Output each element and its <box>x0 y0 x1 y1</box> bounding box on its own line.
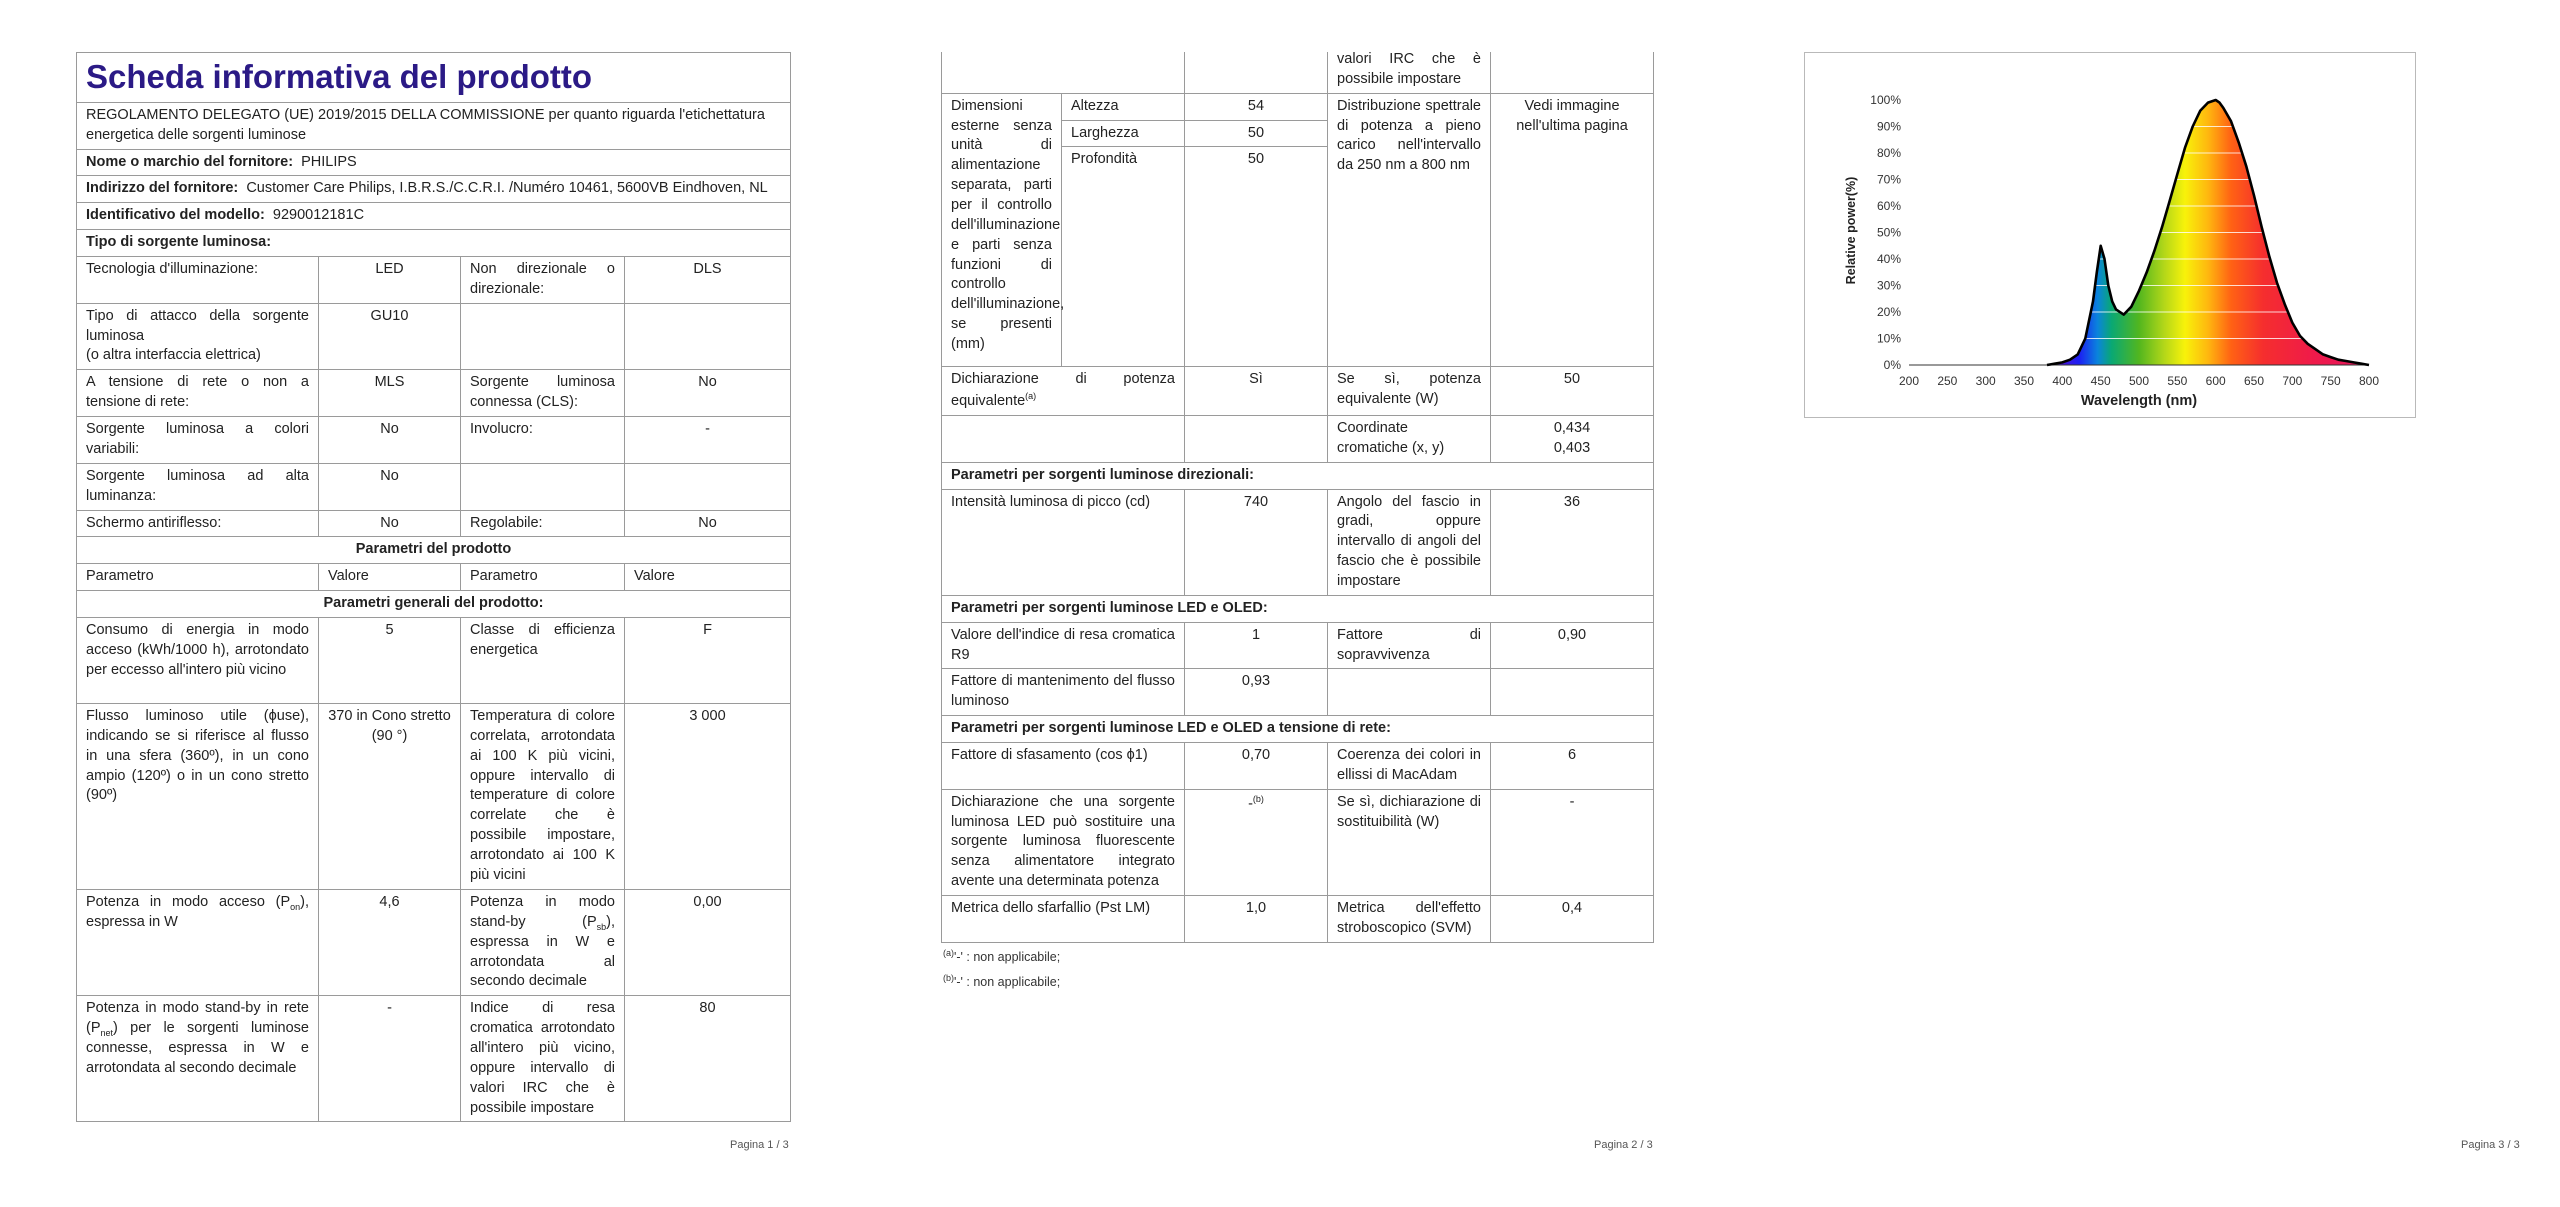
cell-label: Sorgente luminosa connessa (CLS): <box>461 370 625 417</box>
cell-value: 0,00 <box>625 889 791 996</box>
cell-label: Sorgente luminosa a colori variabili: <box>77 417 319 464</box>
cell-label: Schermo antiriflesso: <box>77 510 319 537</box>
text-part: Potenza in modo stand-by (P <box>470 893 615 930</box>
subscript: on <box>290 901 301 912</box>
dim-value: 54 <box>1185 93 1328 120</box>
type-header: Tipo di sorgente luminosa: <box>77 230 791 257</box>
table-row <box>77 370 791 417</box>
x-tick-label: 600 <box>2205 374 2226 388</box>
cell-value: No <box>319 417 461 464</box>
cell-label: Involucro: <box>461 417 625 464</box>
directional-header: Parametri per sorgenti luminose direzionali: <box>942 462 1654 489</box>
empty-cell <box>1185 52 1328 93</box>
table-row <box>942 93 1654 120</box>
footnote-text: '-' : non applicabile; <box>954 974 1061 989</box>
table-row <box>942 669 1654 716</box>
cell-value: - <box>1491 789 1654 895</box>
subscript: sb <box>596 921 607 932</box>
general-params-header: Parametri generali del prodotto: <box>77 591 791 618</box>
mains-led-header: Parametri per sorgenti luminose LED e OLED a tensione di rete: <box>942 716 1654 743</box>
cell-value: 1 <box>1185 622 1328 669</box>
product-info-table-cont <box>941 52 1654 943</box>
text-part: - <box>1248 795 1253 812</box>
chroma-y: 0,403 <box>1553 439 1591 456</box>
footnotes <box>941 945 1657 995</box>
cell-value <box>1491 415 1654 462</box>
x-tick-label: 200 <box>1898 374 1920 388</box>
led-header: Parametri per sorgenti luminose LED e OLED: <box>942 595 1654 622</box>
empty-cell <box>1491 52 1654 93</box>
table-row <box>77 463 791 510</box>
cell-label: Coordinate cromatiche (x, y) <box>1328 415 1491 462</box>
y-tick-label: 40% <box>1876 252 1901 266</box>
dimensions-label: Dimensioni esterne senza unità di alimentazione separata, parti per il controllo dell'illuminazione e parti senza funzioni di controllo dell'illuminazione, se presenti (mm) <box>942 93 1062 367</box>
cell-label <box>461 889 625 996</box>
chart-layer <box>1844 93 2379 409</box>
table-row <box>942 743 1654 790</box>
table-row <box>77 996 791 1122</box>
cell-label: Dichiarazione che una sorgente luminosa LED può sostituire una sorgente luminosa fluorescente senza alimentatore integrato avente una determinata potenza <box>942 789 1185 895</box>
address-value: Customer Care Philips, I.B.R.S./C.C.R.I. /Numéro 10461, 5600VB Eindhoven, NL <box>246 180 768 197</box>
y-tick-label: 0% <box>1883 358 1901 372</box>
table-row <box>77 257 791 304</box>
y-tick-label: 60% <box>1876 199 1901 213</box>
table-row <box>77 417 791 464</box>
table-row <box>942 52 1654 93</box>
supplier-value: PHILIPS <box>301 153 357 170</box>
cell-value: No <box>319 463 461 510</box>
cell-label: Metrica dello sfarfallio (Pst LM) <box>942 896 1185 943</box>
dim-value: 50 <box>1185 147 1328 367</box>
cell-value: Vedi immagine nell'ultima pagina <box>1491 93 1654 367</box>
empty-cell <box>1185 415 1328 462</box>
cell-label <box>942 367 1185 416</box>
page-1 <box>0 0 853 1207</box>
x-tick-label: 650 <box>2243 374 2265 388</box>
footnote-a <box>943 945 1657 970</box>
chroma-x: 0,434 <box>1553 419 1591 436</box>
superscript: (a) <box>1025 391 1037 402</box>
cell-label: Metrica dell'effetto stroboscopico (SVM) <box>1328 896 1491 943</box>
subscript: net <box>100 1028 114 1039</box>
page-number: Pagina 1 / 3 <box>730 1139 789 1151</box>
superscript: (b) <box>943 972 954 983</box>
superscript: (a) <box>943 947 954 958</box>
cell-value: 36 <box>1491 489 1654 595</box>
table-row <box>942 489 1654 595</box>
cell-label: Fattore di sopravvivenza <box>1328 622 1491 669</box>
table-row <box>942 789 1654 895</box>
cell-value: 740 <box>1185 489 1328 595</box>
cell-value <box>1185 789 1328 895</box>
cell-label: Flusso luminoso utile (ϕuse), indicando se si riferisce al flusso in una sfera (360º), in un cono ampio (120º) o in un cono stretto (90º) <box>77 703 319 889</box>
cell-value: 1,0 <box>1185 896 1328 943</box>
cap-type-note: (o altra interfaccia elettrica) <box>86 347 261 364</box>
cell-value: 5 <box>319 617 461 703</box>
cell-label: A tensione di rete o non a tensione di rete: <box>77 370 319 417</box>
cell-value: No <box>625 370 791 417</box>
x-tick-label: 750 <box>2320 374 2341 388</box>
cell-value: 50 <box>1491 367 1654 416</box>
cell-value: 3 000 <box>625 703 791 889</box>
address-row <box>77 176 791 203</box>
empty-cell <box>942 52 1185 93</box>
cap-type-label: Tipo di attacco della sorgente luminosa <box>86 307 309 344</box>
y-tick-label: 100% <box>1870 93 1901 107</box>
x-tick-label: 700 <box>2282 374 2303 388</box>
dim-name: Altezza <box>1062 93 1185 120</box>
y-tick-label: 10% <box>1876 331 1901 346</box>
footnote-b <box>943 970 1657 995</box>
cell-value: 4,6 <box>319 889 461 996</box>
cell-label: Indice di resa cromatica arrotondato all'intero più vicino, oppure intervallo di valori IRC che è possibile impostare <box>461 996 625 1122</box>
cell-label: Coerenza dei colori in ellissi di MacAdam <box>1328 743 1491 790</box>
page-1-content <box>76 52 792 1132</box>
product-params-header: Parametri del prodotto <box>77 537 791 564</box>
cell-label: Valore dell'indice di resa cromatica R9 <box>942 622 1185 669</box>
x-tick-label: 450 <box>2090 374 2111 388</box>
x-tick-label: 550 <box>2167 374 2188 388</box>
table-row <box>77 703 791 889</box>
superscript: (b) <box>1252 793 1264 804</box>
text-part: ) per le sorgenti luminose connesse, espressa in W e arrotondata al secondo decimale <box>86 1020 309 1077</box>
text-part: Potenza in modo stand-by in rete (P <box>86 1000 309 1037</box>
text-part: ), espressa in W e arrotondata al secondo decimale <box>470 913 615 990</box>
document-title: Scheda informativa del prodotto <box>77 53 791 103</box>
x-tick-label: 350 <box>2013 374 2035 388</box>
dim-name: Profondità <box>1062 147 1185 367</box>
cell-value: 0,4 <box>1491 896 1654 943</box>
product-info-table <box>76 52 791 1122</box>
empty-cell <box>461 303 625 370</box>
page-2-content <box>941 52 1657 1132</box>
table-row <box>942 367 1654 416</box>
cell-label: Se sì, potenza equivalente (W) <box>1328 367 1491 416</box>
cell-label <box>77 303 319 370</box>
supplier-label: Nome o marchio del fornitore: <box>86 153 294 170</box>
supplier-row <box>77 149 791 176</box>
cell-value: F <box>625 617 791 703</box>
cell-value: - <box>625 417 791 464</box>
cell-label: Consumo di energia in modo acceso (kWh/1000 h), arrotondato per eccesso all'intero più vicino <box>77 617 319 703</box>
table-row <box>77 510 791 537</box>
y-axis-label: Relative power(%) <box>1844 176 1858 285</box>
cell-value: 0,70 <box>1185 743 1328 790</box>
dim-value: 50 <box>1185 120 1328 147</box>
empty-cell <box>1491 669 1654 716</box>
y-tick-label: 20% <box>1876 305 1901 319</box>
y-tick-label: 90% <box>1876 119 1901 134</box>
column-header: Valore <box>319 564 461 591</box>
cell-label: Non direzionale o direzionale: <box>461 257 625 304</box>
y-tick-label: 30% <box>1876 278 1901 293</box>
cell-label: Se sì, dichiarazione di sostituibilità (W) <box>1328 789 1491 895</box>
cell-value: 0,90 <box>1491 622 1654 669</box>
cell-label: Temperatura di colore correlata, arrotondata ai 100 K più vicini, oppure intervallo di temperature di colore correlate che è possibile impostare, arrotondato ai 100 K più vicini <box>461 703 625 889</box>
cell-value: LED <box>319 257 461 304</box>
empty-cell <box>1328 669 1491 716</box>
cell-value: Sì <box>1185 367 1328 416</box>
spectral-chart <box>1804 52 2416 418</box>
cell-label: Fattore di mantenimento del flusso luminoso <box>942 669 1185 716</box>
page-2 <box>853 0 1706 1207</box>
table-row <box>942 415 1654 462</box>
address-label: Indirizzo del fornitore: <box>86 180 239 197</box>
text-part: Dichiarazione di potenza equivalente <box>951 371 1175 410</box>
cell-value: GU10 <box>319 303 461 370</box>
column-header: Valore <box>625 564 791 591</box>
cell-label: Tecnologia d'illuminazione: <box>77 257 319 304</box>
cell-value: DLS <box>625 257 791 304</box>
cell-value: MLS <box>319 370 461 417</box>
cell-value: No <box>319 510 461 537</box>
cell-value: 370 in Cono stretto (90 °) <box>319 703 461 889</box>
text-part: ), espressa in W <box>86 893 309 930</box>
x-tick-label: 250 <box>1937 374 1958 388</box>
table-row <box>77 617 791 703</box>
model-value: 9290012181C <box>272 207 365 224</box>
table-row <box>77 889 791 996</box>
cell-label <box>77 996 319 1122</box>
x-tick-label: 800 <box>2358 374 2380 388</box>
y-tick-label: 80% <box>1876 146 1901 160</box>
column-header: Parametro <box>461 564 625 591</box>
model-row <box>77 203 791 230</box>
empty-cell <box>461 463 625 510</box>
regulation-text: REGOLAMENTO DELEGATO (UE) 2019/2015 DELLA COMMISSIONE per quanto riguarda l'etichettatura energetica delle sorgenti luminose <box>77 102 791 149</box>
cell-value: 80 <box>625 996 791 1122</box>
empty-cell <box>942 415 1185 462</box>
x-tick-label: 400 <box>2052 374 2073 388</box>
cell-label: Regolabile: <box>461 510 625 537</box>
empty-cell <box>625 303 791 370</box>
table-row <box>942 896 1654 943</box>
x-tick-label: 500 <box>2128 374 2150 388</box>
cell-label: Sorgente luminosa ad alta luminanza: <box>77 463 319 510</box>
text-part: Potenza in modo acceso (P <box>86 893 291 910</box>
x-axis-label: Wavelength (nm) <box>2080 393 2198 409</box>
cell-value: No <box>625 510 791 537</box>
cell-value: 0,93 <box>1185 669 1328 716</box>
cell-label: valori IRC che è possibile impostare <box>1328 52 1491 93</box>
footnote-text: '-' : non applicabile; <box>954 949 1061 964</box>
column-header-row <box>77 564 791 591</box>
cell-label: Fattore di sfasamento (cos ϕ1) <box>942 743 1185 790</box>
dim-name: Larghezza <box>1062 120 1185 147</box>
cell-value: - <box>319 996 461 1122</box>
table-row <box>942 622 1654 669</box>
cell-label: Intensità luminosa di picco (cd) <box>942 489 1185 595</box>
cell-label: Angolo del fascio in gradi, oppure intervallo di angoli del fascio che è possibile impostare <box>1328 489 1491 595</box>
y-tick-label: 70% <box>1876 172 1901 187</box>
cell-label: Distribuzione spettrale di potenza a pieno carico nell'intervallo da 250 nm a 800 nm <box>1328 93 1491 367</box>
column-header: Parametro <box>77 564 319 591</box>
cell-label <box>77 889 319 996</box>
page-number: Pagina 3 / 3 <box>2461 1139 2520 1151</box>
y-tick-label: 50% <box>1876 225 1901 240</box>
model-label: Identificativo del modello: <box>86 207 265 224</box>
x-tick-label: 300 <box>1975 374 1996 388</box>
page-number: Pagina 2 / 3 <box>1594 1139 1653 1151</box>
table-row <box>77 303 791 370</box>
empty-cell <box>625 463 791 510</box>
spectral-chart-svg <box>1805 53 2415 417</box>
cell-label: Classe di efficienza energetica <box>461 617 625 703</box>
cell-value: 6 <box>1491 743 1654 790</box>
